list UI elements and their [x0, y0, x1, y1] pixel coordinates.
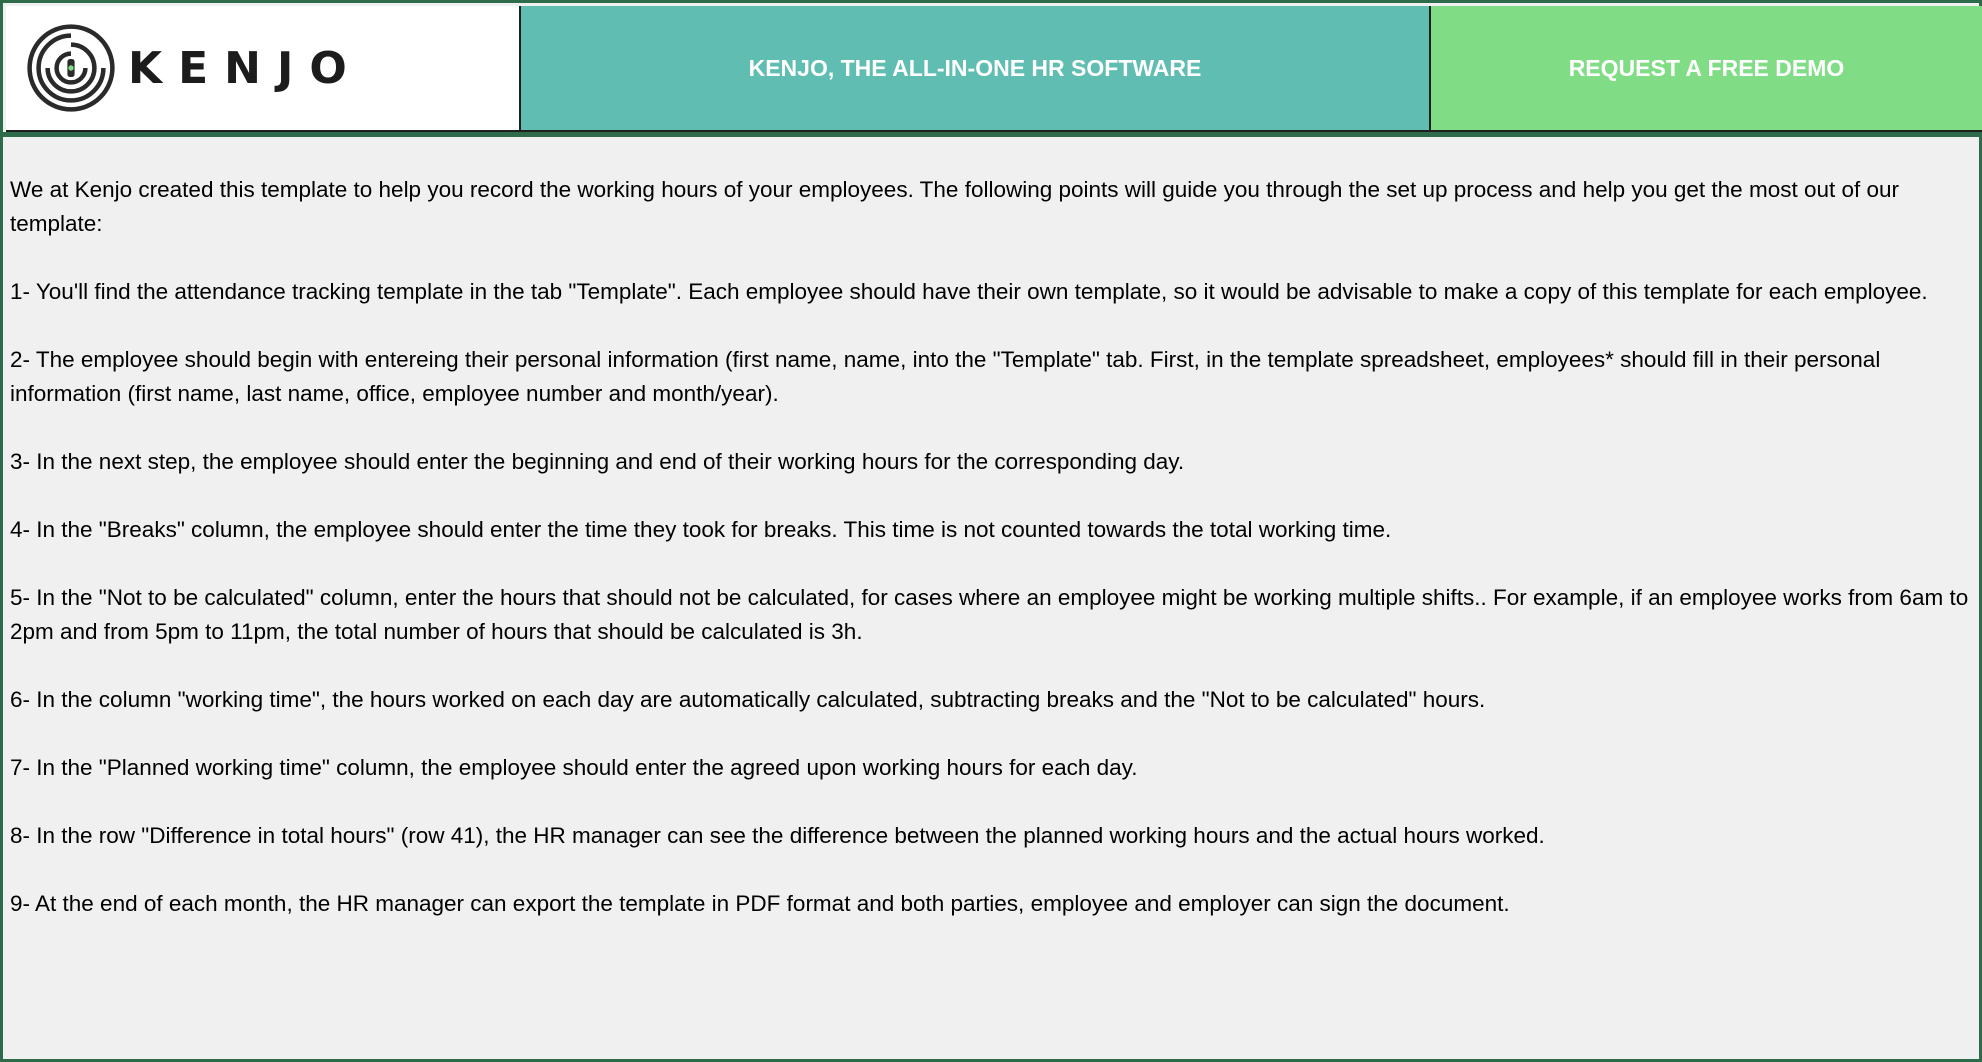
logo-cell [6, 6, 521, 130]
kenjo-logo-icon [26, 23, 116, 113]
instruction-step-7: 7- In the "Planned working time" column, the employee should enter the agreed upon working hours for each day. [10, 755, 1138, 780]
instructions-body [10, 173, 1970, 955]
kenjo-software-link[interactable]: KENJO, THE ALL-IN-ONE HR SOFTWARE [521, 6, 1431, 130]
instruction-step-3: 3- In the next step, the employee should enter the beginning and end of their working hours for the corresponding day. [10, 449, 1185, 474]
instruction-step-9: 9- At the end of each month, the HR manager can export the template in PDF format and both parties, employee and employer can sign the document. [10, 891, 1510, 916]
logo-text: KENJO [128, 42, 363, 94]
header-divider [3, 132, 1982, 137]
instruction-step-4: 4- In the "Breaks" column, the employee should enter the time they took for breaks. This time is not counted towards the total working time. [10, 517, 1392, 542]
instruction-step-1: 1- You'll find the attendance tracking template in the tab "Template". Each employee should have their own template, so it would be advisable to make a copy of this template for each employee. [10, 279, 1928, 304]
instruction-step-8: 8- In the row "Difference in total hours" (row 41), the HR manager can see the difference between the planned working hours and the actual hours worked. [10, 823, 1545, 848]
request-demo-button[interactable]: REQUEST A FREE DEMO [1431, 6, 1982, 130]
instruction-step-6: 6- In the column "working time", the hours worked on each day are automatically calculated, subtracting breaks and the "Not to be calculated" hours. [10, 687, 1486, 712]
intro-paragraph: We at Kenjo created this template to help you record the working hours of your employees. The following points will guide you through the set up process and help you get the most out of our template: [10, 177, 1900, 236]
instruction-step-5: 5- In the "Not to be calculated" column, enter the hours that should not be calculated, for cases where an employee might be working multiple shifts.. For example, if an employee works from 6am to 2pm and from 5pm to 11pm, the total number of hours that should be calculated is 3h. [10, 585, 1969, 644]
instruction-step-2: 2- The employee should begin with entereing their personal information (first name, name, into the "Template" tab. First, in the template spreadsheet, employees* should fill in their personal information (first name, last name, office, employee number and month/year). [10, 347, 1881, 406]
header-bar [6, 6, 1982, 132]
